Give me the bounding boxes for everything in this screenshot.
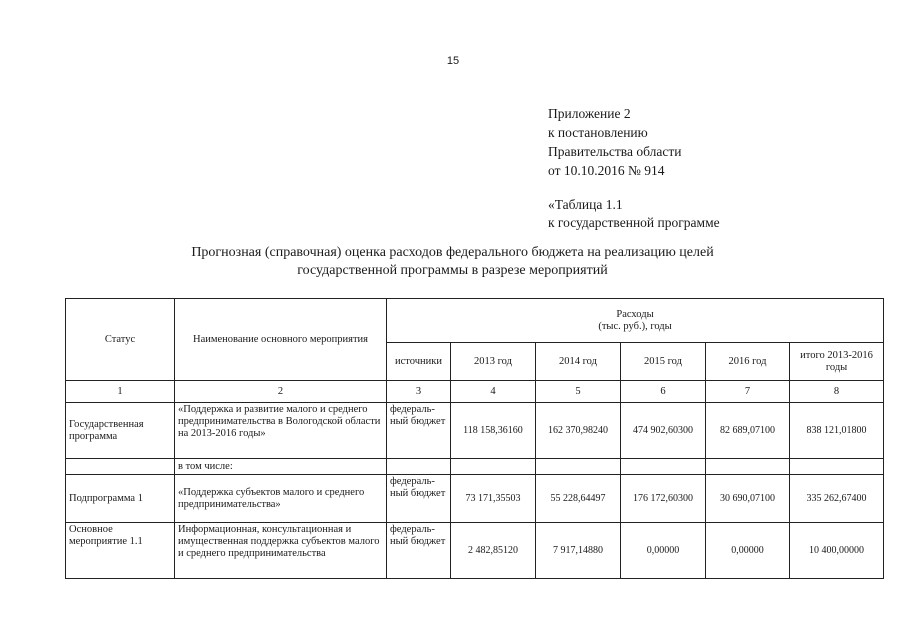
column-number: 6 — [621, 381, 706, 403]
row-status — [66, 459, 175, 475]
row-value-total — [790, 459, 884, 475]
row-status: Государственная программа — [66, 403, 175, 459]
table-row — [66, 459, 884, 475]
table-reference-line: к государственной программе — [548, 215, 720, 230]
column-number: 5 — [536, 381, 621, 403]
header-expenses-unit: (тыс. руб.), годы — [598, 320, 672, 332]
row-value-2014 — [536, 459, 621, 475]
row-value-2013 — [451, 459, 536, 475]
row-value-2016: 82 689,07100 — [706, 403, 790, 459]
table-reference-line: «Таблица 1.1 — [548, 197, 623, 212]
row-value-2016: 0,00000 — [706, 523, 790, 579]
row-value-2015: 0,00000 — [621, 523, 706, 579]
header-expenses — [387, 299, 884, 343]
row-name: «Поддержка и развитие малого и среднего предпринимательства в Вологодской области на 2013-2016 годы» — [175, 403, 387, 459]
appendix-line: к постановлению — [548, 125, 648, 140]
column-number: 7 — [706, 381, 790, 403]
title-line: государственной программы в разрезе мероприятий — [297, 263, 608, 278]
header-name: Наименование основного мероприятия — [175, 299, 387, 381]
expenses-table — [65, 298, 884, 579]
row-value-2013: 118 158,36160 — [451, 403, 536, 459]
row-status: Основное мероприятие 1.1 — [66, 523, 175, 579]
table-row — [66, 403, 884, 459]
appendix-line: от 10.10.2016 № 914 — [548, 163, 665, 178]
row-value-2014: 7 917,14880 — [536, 523, 621, 579]
row-value-2013: 73 171,35503 — [451, 475, 536, 523]
row-source: федераль-ный бюджет — [387, 475, 451, 523]
appendix-block — [548, 104, 681, 180]
column-number: 2 — [175, 381, 387, 403]
appendix-line: Приложение 2 — [548, 106, 631, 121]
row-name: Информационная, консультационная и имущественная поддержка субъектов малого и среднего предпринимательства — [175, 523, 387, 579]
row-value-2016: 30 690,07100 — [706, 475, 790, 523]
row-source: федераль-ный бюджет — [387, 403, 451, 459]
row-status: Подпрограмма 1 — [66, 475, 175, 523]
row-value-2014: 55 228,64497 — [536, 475, 621, 523]
column-number: 3 — [387, 381, 451, 403]
column-number: 4 — [451, 381, 536, 403]
header-status: Статус — [66, 299, 175, 381]
column-number: 8 — [790, 381, 884, 403]
row-value-total: 335 262,67400 — [790, 475, 884, 523]
row-value-2015: 176 172,60300 — [621, 475, 706, 523]
title-line: Прогнозная (справочная) оценка расходов федерального бюджета на реализацию целей — [191, 245, 714, 260]
row-value-2013: 2 482,85120 — [451, 523, 536, 579]
row-value-2014: 162 370,98240 — [536, 403, 621, 459]
row-source — [387, 459, 451, 475]
header-sources: источники — [387, 343, 451, 381]
row-value-2015: 474 902,60300 — [621, 403, 706, 459]
column-number: 1 — [66, 381, 175, 403]
header-total: итого 2013-2016 годы — [790, 343, 884, 381]
row-source: федераль-ный бюджет — [387, 523, 451, 579]
page-number: 15 — [446, 55, 460, 67]
table-reference — [548, 196, 720, 232]
header-year-2016: 2016 год — [706, 343, 790, 381]
row-value-total: 838 121,01800 — [790, 403, 884, 459]
table-row — [66, 475, 884, 523]
row-value-2016 — [706, 459, 790, 475]
document-title — [0, 244, 905, 280]
row-value-total: 10 400,00000 — [790, 523, 884, 579]
row-value-2015 — [621, 459, 706, 475]
table-row — [66, 523, 884, 579]
header-year-2014: 2014 год — [536, 343, 621, 381]
appendix-line: Правительства области — [548, 144, 682, 159]
header-year-2013: 2013 год — [451, 343, 536, 381]
header-expenses-title: Расходы — [616, 308, 654, 320]
header-year-2015: 2015 год — [621, 343, 706, 381]
row-name: «Поддержка субъектов малого и среднего предпринимательства» — [175, 475, 387, 523]
row-name: в том числе: — [175, 459, 387, 475]
column-number-row — [66, 381, 884, 403]
